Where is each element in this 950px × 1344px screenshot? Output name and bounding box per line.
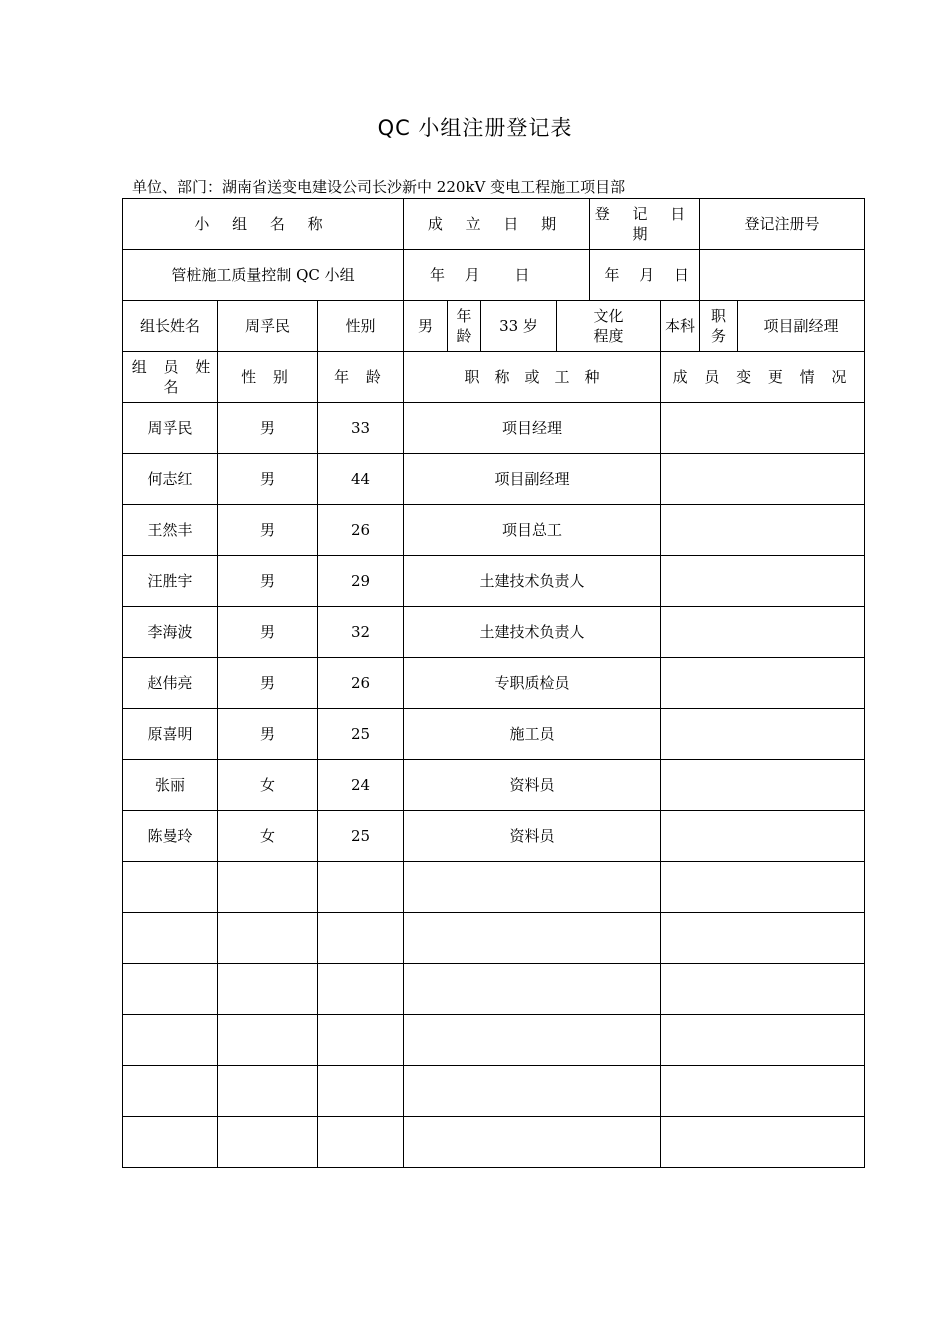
member-age-header: 年 龄 <box>318 352 404 403</box>
member-change <box>661 1066 865 1117</box>
member-row <box>123 811 865 862</box>
member-age: 29 <box>318 556 404 607</box>
group-header-row <box>123 199 865 250</box>
member-name: 王然丰 <box>123 505 218 556</box>
member-gender: 男 <box>218 709 318 760</box>
member-row <box>123 1117 865 1168</box>
member-row <box>123 403 865 454</box>
leader-name-value: 周孚民 <box>218 301 318 352</box>
leader-gender-value: 男 <box>404 301 448 352</box>
founded-date-value: 年 月 日 <box>404 250 590 301</box>
member-row <box>123 454 865 505</box>
member-change <box>661 862 865 913</box>
member-title: 资料员 <box>404 811 661 862</box>
member-row <box>123 709 865 760</box>
member-gender: 女 <box>218 760 318 811</box>
group-info-row <box>123 250 865 301</box>
leader-age-value: 33 岁 <box>481 301 557 352</box>
member-age: 26 <box>318 505 404 556</box>
member-gender: 男 <box>218 658 318 709</box>
member-name: 周孚民 <box>123 403 218 454</box>
member-name: 张丽 <box>123 760 218 811</box>
register-no-label: 登记注册号 <box>700 199 865 250</box>
page-title: QC 小组注册登记表 <box>377 116 573 140</box>
member-age: 33 <box>318 403 404 454</box>
member-name <box>123 1066 218 1117</box>
member-gender <box>218 1066 318 1117</box>
member-row <box>123 658 865 709</box>
member-name: 赵伟亮 <box>123 658 218 709</box>
member-age: 24 <box>318 760 404 811</box>
member-name: 何志红 <box>123 454 218 505</box>
member-gender-header: 性 别 <box>218 352 318 403</box>
member-change <box>661 607 865 658</box>
leader-name-label: 组长姓名 <box>123 301 218 352</box>
member-gender: 女 <box>218 811 318 862</box>
member-age: 32 <box>318 607 404 658</box>
leader-row <box>123 301 865 352</box>
leader-age-label: 年 龄 <box>448 301 481 352</box>
member-title: 专职质检员 <box>404 658 661 709</box>
member-row <box>123 1015 865 1066</box>
member-change <box>661 556 865 607</box>
member-change <box>661 913 865 964</box>
member-change <box>661 760 865 811</box>
member-title <box>404 913 661 964</box>
member-gender: 男 <box>218 454 318 505</box>
group-name-value: 管桩施工质量控制 QC 小组 <box>123 250 404 301</box>
member-gender <box>218 964 318 1015</box>
member-title <box>404 1015 661 1066</box>
member-age: 25 <box>318 811 404 862</box>
member-gender: 男 <box>218 556 318 607</box>
member-gender <box>218 862 318 913</box>
member-name: 李海波 <box>123 607 218 658</box>
member-title: 项目经理 <box>404 403 661 454</box>
group-name-label: 小 组 名 称 <box>123 199 404 250</box>
member-gender: 男 <box>218 607 318 658</box>
member-row <box>123 505 865 556</box>
member-title <box>404 862 661 913</box>
unit-department-line: 单位、部门：湖南省送变电建设公司长沙新中 220kV 变电工程施工项目部 <box>132 178 626 196</box>
member-title: 项目副经理 <box>404 454 661 505</box>
member-title-header: 职 称 或 工 种 <box>404 352 661 403</box>
member-name: 汪胜宇 <box>123 556 218 607</box>
member-change-header: 成 员 变 更 情 况 <box>661 352 865 403</box>
member-title: 土建技术负责人 <box>404 556 661 607</box>
member-change <box>661 1015 865 1066</box>
member-age: 26 <box>318 658 404 709</box>
member-age <box>318 913 404 964</box>
member-name-header: 组 员 姓 名 <box>123 352 218 403</box>
leader-position-value: 项目副经理 <box>738 301 865 352</box>
member-title <box>404 1117 661 1168</box>
member-gender <box>218 913 318 964</box>
member-title <box>404 964 661 1015</box>
member-row <box>123 760 865 811</box>
member-title: 土建技术负责人 <box>404 607 661 658</box>
member-age <box>318 1066 404 1117</box>
member-name <box>123 913 218 964</box>
register-date-label: 登 记 日 期 <box>590 199 700 250</box>
register-no-value <box>700 250 865 301</box>
registration-table <box>122 198 865 1168</box>
member-row <box>123 964 865 1015</box>
member-title: 施工员 <box>404 709 661 760</box>
member-change <box>661 454 865 505</box>
member-title: 项目总工 <box>404 505 661 556</box>
member-rows <box>123 403 865 1168</box>
member-name <box>123 1015 218 1066</box>
member-gender <box>218 1117 318 1168</box>
leader-position-label: 职 务 <box>700 301 738 352</box>
member-title: 资料员 <box>404 760 661 811</box>
leader-education-label: 文化 程度 <box>557 301 661 352</box>
member-title <box>404 1066 661 1117</box>
leader-education-value: 本科 <box>661 301 700 352</box>
member-row <box>123 1066 865 1117</box>
founded-date-label: 成 立 日 期 <box>404 199 590 250</box>
member-age: 25 <box>318 709 404 760</box>
members-header-row <box>123 352 865 403</box>
member-gender: 男 <box>218 505 318 556</box>
member-change <box>661 709 865 760</box>
member-name <box>123 964 218 1015</box>
member-name <box>123 862 218 913</box>
member-change <box>661 403 865 454</box>
member-age: 44 <box>318 454 404 505</box>
member-name: 陈曼玲 <box>123 811 218 862</box>
register-date-value: 年 月 日 <box>590 250 700 301</box>
member-change <box>661 811 865 862</box>
member-change <box>661 964 865 1015</box>
leader-gender-label: 性别 <box>318 301 404 352</box>
member-row <box>123 556 865 607</box>
member-age <box>318 862 404 913</box>
member-row <box>123 607 865 658</box>
member-age <box>318 1117 404 1168</box>
member-age <box>318 1015 404 1066</box>
member-change <box>661 1117 865 1168</box>
member-gender: 男 <box>218 403 318 454</box>
member-name <box>123 1117 218 1168</box>
member-row <box>123 862 865 913</box>
member-row <box>123 913 865 964</box>
member-gender <box>218 1015 318 1066</box>
member-name: 原喜明 <box>123 709 218 760</box>
member-change <box>661 505 865 556</box>
member-age <box>318 964 404 1015</box>
member-change <box>661 658 865 709</box>
